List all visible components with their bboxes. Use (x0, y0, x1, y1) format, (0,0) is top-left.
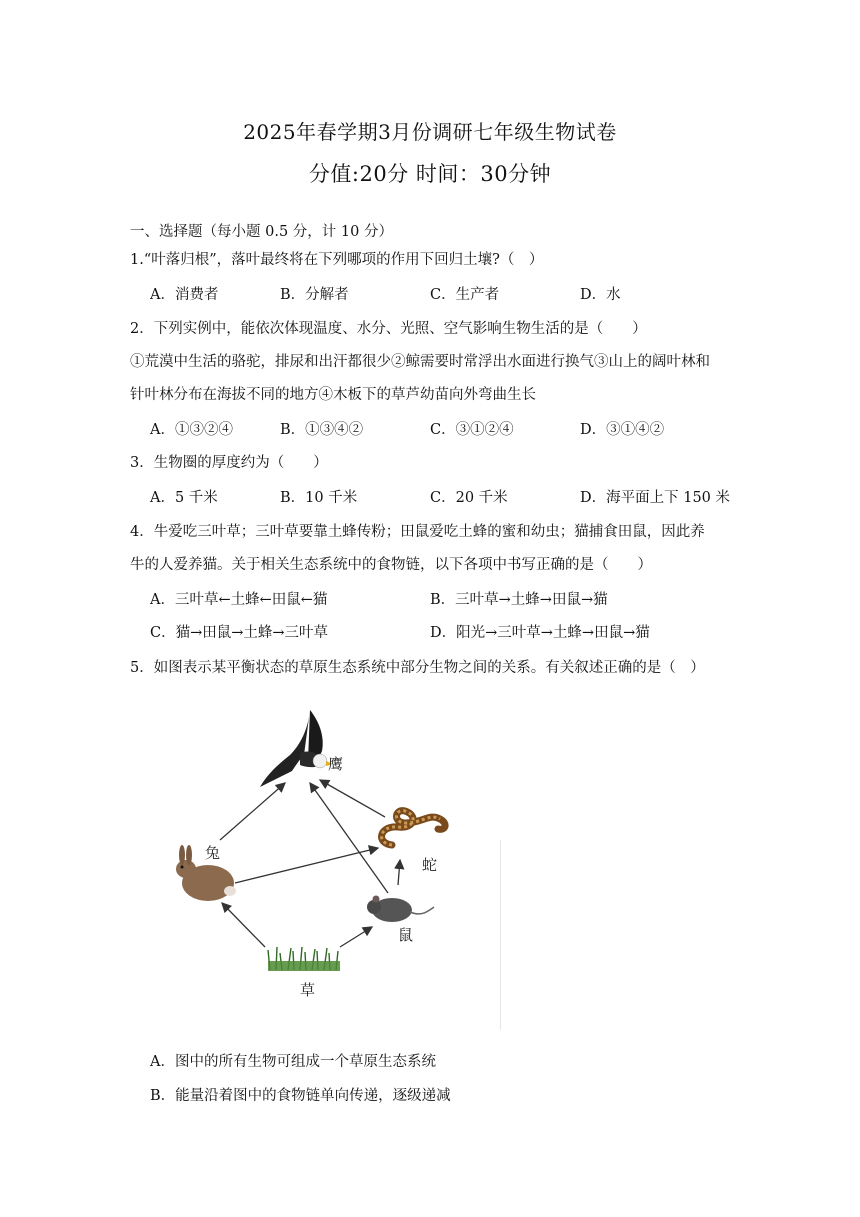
question-1-option-c: C．生产者 (430, 287, 500, 303)
figure-edge-line (500, 840, 501, 1030)
arrow-mouse-to-snake (398, 860, 400, 885)
question-4-option-b: B．三叶草→土蜂→田鼠→猫 (430, 592, 608, 608)
eagle-illustration (260, 710, 333, 787)
question-1-option-d: D．水 (580, 287, 621, 303)
question-1-option-b: B．分解者 (280, 287, 349, 303)
question-3-option-a: A．5 千米 (150, 490, 218, 506)
question-1-stem: 1.“叶落归根”，落叶最终将在下列哪项的作用下回归土壤?（ ） (130, 252, 544, 268)
section-heading: 一、选择题（每小题 0.5 分，计 10 分） (130, 224, 393, 240)
question-4-option-a: A．三叶草←土蜂←田鼠←猫 (150, 592, 328, 608)
arrow-grass-to-mouse (340, 927, 372, 947)
arrow-rabbit-to-eagle (220, 783, 285, 840)
arrow-rabbit-to-snake (235, 848, 378, 883)
food-web-diagram (160, 695, 505, 1035)
label-grass: 草 (300, 983, 316, 999)
question-2-option-d: D．③①④② (580, 422, 665, 438)
question-2-line-2: 针叶林分布在海拔不同的地方④木板下的草芦幼苗向外弯曲生长 (130, 387, 536, 403)
question-5-option-a: A．图中的所有生物可组成一个草原生态系统 (150, 1054, 436, 1070)
arrow-grass-to-rabbit (222, 903, 265, 947)
grass-illustration (268, 947, 340, 971)
question-2-option-c: C．③①②④ (430, 422, 514, 438)
question-3-option-d: D．海平面上下 150 米 (580, 490, 731, 506)
question-3-stem: 3．生物圈的厚度约为（ ） (130, 455, 328, 471)
question-3-option-b: B．10 千米 (280, 490, 358, 506)
question-2-stem: 2．下列实例中，能依次体现温度、水分、光照、空气影响生物生活的是（ ） (130, 321, 647, 337)
food-web-figure (160, 695, 505, 1035)
label-eagle: 鹰 (328, 757, 344, 773)
question-2-line-1: ①荒漠中生活的骆驼，排尿和出汗都很少②鲸需要时常浮出水面进行换气③山上的阔叶林和 (130, 354, 710, 370)
exam-title: 2025年春学期3月份调研七年级生物试卷 (243, 120, 617, 144)
question-1-option-a: A．消费者 (150, 287, 219, 303)
question-4-option-d: D．阳光→三叶草→土蜂→田鼠→猫 (430, 625, 650, 641)
question-4-line-1: 牛的人爱养猫。关于相关生态系统中的食物链，以下各项中书写正确的是（ ） (130, 557, 652, 573)
question-5-option-b: B．能量沿着图中的食物链单向传递，逐级递减 (150, 1088, 451, 1104)
question-4-option-c: C．猫→田鼠→土蜂→三叶草 (150, 625, 329, 641)
label-mouse: 鼠 (398, 928, 414, 944)
question-2-option-b: B．①③④② (280, 422, 364, 438)
question-5-stem: 5．如图表示某平衡状态的草原生态系统中部分生物之间的关系。有关叙述正确的是（ ） (130, 660, 705, 676)
question-2-option-a: A．①③②④ (150, 422, 233, 438)
label-snake: 蛇 (422, 858, 438, 874)
mouse-illustration (367, 896, 434, 923)
exam-subtitle: 分值:20分 时间：30分钟 (308, 162, 552, 186)
arrow-mouse-to-eagle (310, 783, 388, 893)
label-rabbit: 兔 (205, 846, 221, 862)
snake-illustration (382, 811, 446, 845)
question-4-stem: 4．牛爱吃三叶草；三叶草要靠土蜂传粉；田鼠爱吃土蜂的蜜和幼虫；猫捕食田鼠，因此养 (130, 524, 705, 540)
question-3-option-c: C．20 千米 (430, 490, 508, 506)
